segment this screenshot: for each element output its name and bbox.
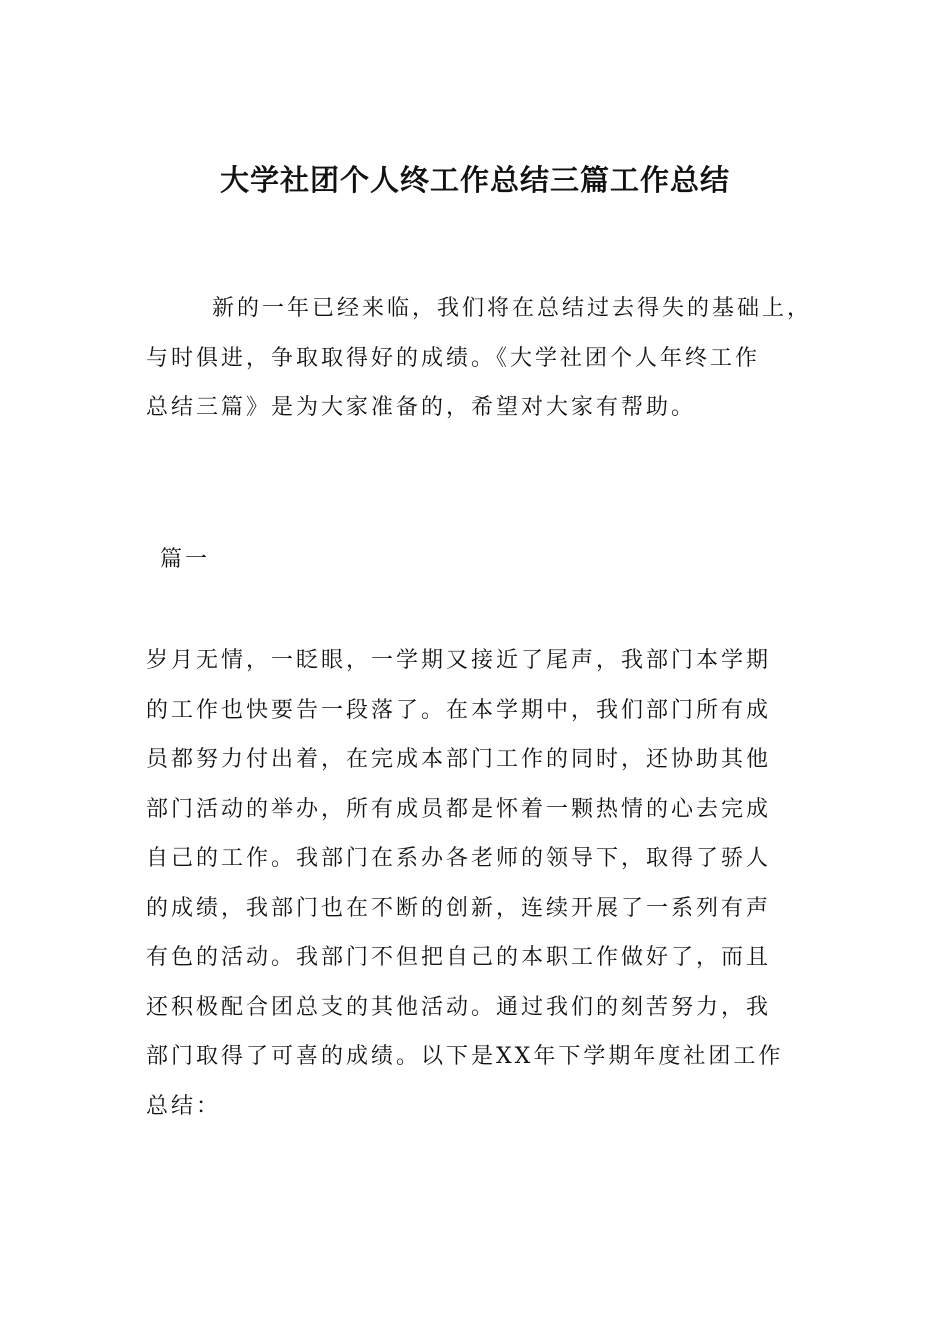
body-line: 部门取得了可喜的成绩。以下是XX年下学期年度社团工作 xyxy=(146,1044,784,1069)
intro-paragraph xyxy=(146,284,836,433)
body-paragraph xyxy=(146,636,836,1131)
intro-line: 与时俱进，争取取得好的成绩。《大学社团个人年终工作 xyxy=(146,345,761,371)
body-line: 的工作也快要告一段落了。在本学期中，我们部门所有成 xyxy=(146,697,772,723)
body-line: 岁月无情，一眨眼，一学期又接近了尾声，我部门本学期 xyxy=(146,648,772,673)
intro-line: 总结三篇》是为大家准备的，希望对大家有帮助。 xyxy=(146,395,697,420)
body-line: 部门活动的举办，所有成员都是怀着一颗热情的心去完成 xyxy=(146,796,772,822)
body-line: 有色的活动。我部门不但把自己的本职工作做好了，而且 xyxy=(146,945,772,970)
body-line: 还积极配合团总支的其他活动。通过我们的刻苦努力，我 xyxy=(146,994,772,1020)
document-title: 大学社团个人终工作总结三篇工作总结 xyxy=(219,163,730,197)
body-line: 总结： xyxy=(146,1093,222,1119)
section-heading: 篇一 xyxy=(160,547,211,572)
intro-line: 新的一年已经来临，我们将在总结过去得失的基础上， xyxy=(212,296,813,321)
body-line: 员都努力付出着，在完成本部门工作的同时，还协助其他 xyxy=(146,747,772,772)
body-line: 自己的工作。我部门在系办各老师的领导下，取得了骄人 xyxy=(146,846,772,871)
body-line: 的成绩，我部门也在不断的创新，连续开展了一系列有声 xyxy=(146,895,772,921)
